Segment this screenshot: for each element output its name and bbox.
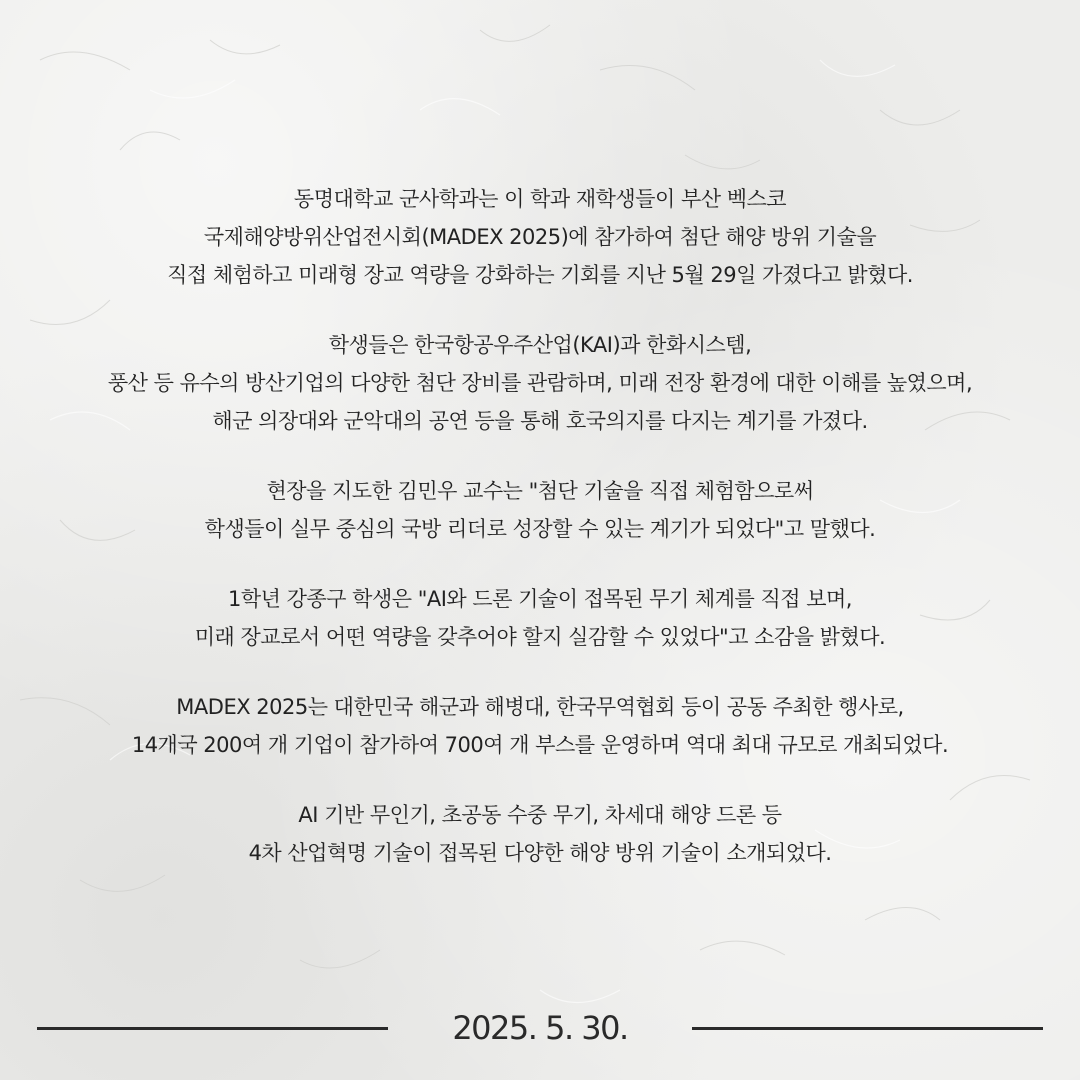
paragraph-line: 풍산 등 유수의 방산기업의 다양한 첨단 장비를 관람하며, 미래 전장 환경에 대한 이해를 높였으며, [107, 371, 973, 395]
paragraph-line: 14개국 200여 개 기업이 참가하여 700여 개 부스를 운영하며 역대 최대 규모로 개최되었다. [131, 733, 949, 757]
footer-rule-right [692, 1027, 1043, 1030]
paragraph-line: 미래 장교로서 어떤 역량을 갖추어야 할지 실감할 수 있었다"고 소감을 밝혔다. [194, 625, 886, 649]
paragraph-line: 4차 산업혁명 기술이 접목된 다양한 해양 방위 기술이 소개되었다. [248, 841, 832, 865]
paragraph-line: 현장을 지도한 김민우 교수는 "첨단 기술을 직접 체험함으로써 [266, 479, 814, 503]
paragraph-line: 1학년 강종구 학생은 "AI와 드론 기술이 접목된 무기 체계를 직접 보며, [228, 587, 852, 611]
article-paragraph [20, 326, 1060, 440]
article-paragraph [20, 796, 1060, 872]
footer [0, 1002, 1080, 1054]
paragraph-line: 동명대학교 군사학과는 이 학과 재학생들이 부산 벡스코 [293, 187, 787, 211]
article-paragraph [20, 180, 1060, 294]
paragraph-line: 직접 체험하고 미래형 장교 역량을 강화하는 기회를 지난 5월 29일 가졌다고 밝혔다. [167, 263, 913, 287]
article-paragraph [20, 580, 1060, 656]
paragraph-line: MADEX 2025는 대한민국 해군과 해병대, 한국무역협회 등이 공동 주최한 행사로, [176, 695, 904, 719]
publication-date: 2025. 5. 30. [452, 1009, 628, 1047]
paragraph-line: 국제해양방위산업전시회(MADEX 2025)에 참가하여 첨단 해양 방위 기술을 [203, 225, 877, 249]
article-paragraph [20, 472, 1060, 548]
paragraph-line: AI 기반 무인기, 초공동 수중 무기, 차세대 해양 드론 등 [298, 803, 782, 827]
article-body [20, 180, 1060, 904]
article-paragraph [20, 688, 1060, 764]
footer-rule-left [37, 1027, 388, 1030]
paragraph-line: 학생들이 실무 중심의 국방 리더로 성장할 수 있는 계기가 되었다"고 말했다. [204, 517, 876, 541]
paragraph-line: 해군 의장대와 군악대의 공연 등을 통해 호국의지를 다지는 계기를 가졌다. [212, 409, 868, 433]
paragraph-line: 학생들은 한국항공우주산업(KAI)과 한화시스템, [328, 333, 752, 357]
